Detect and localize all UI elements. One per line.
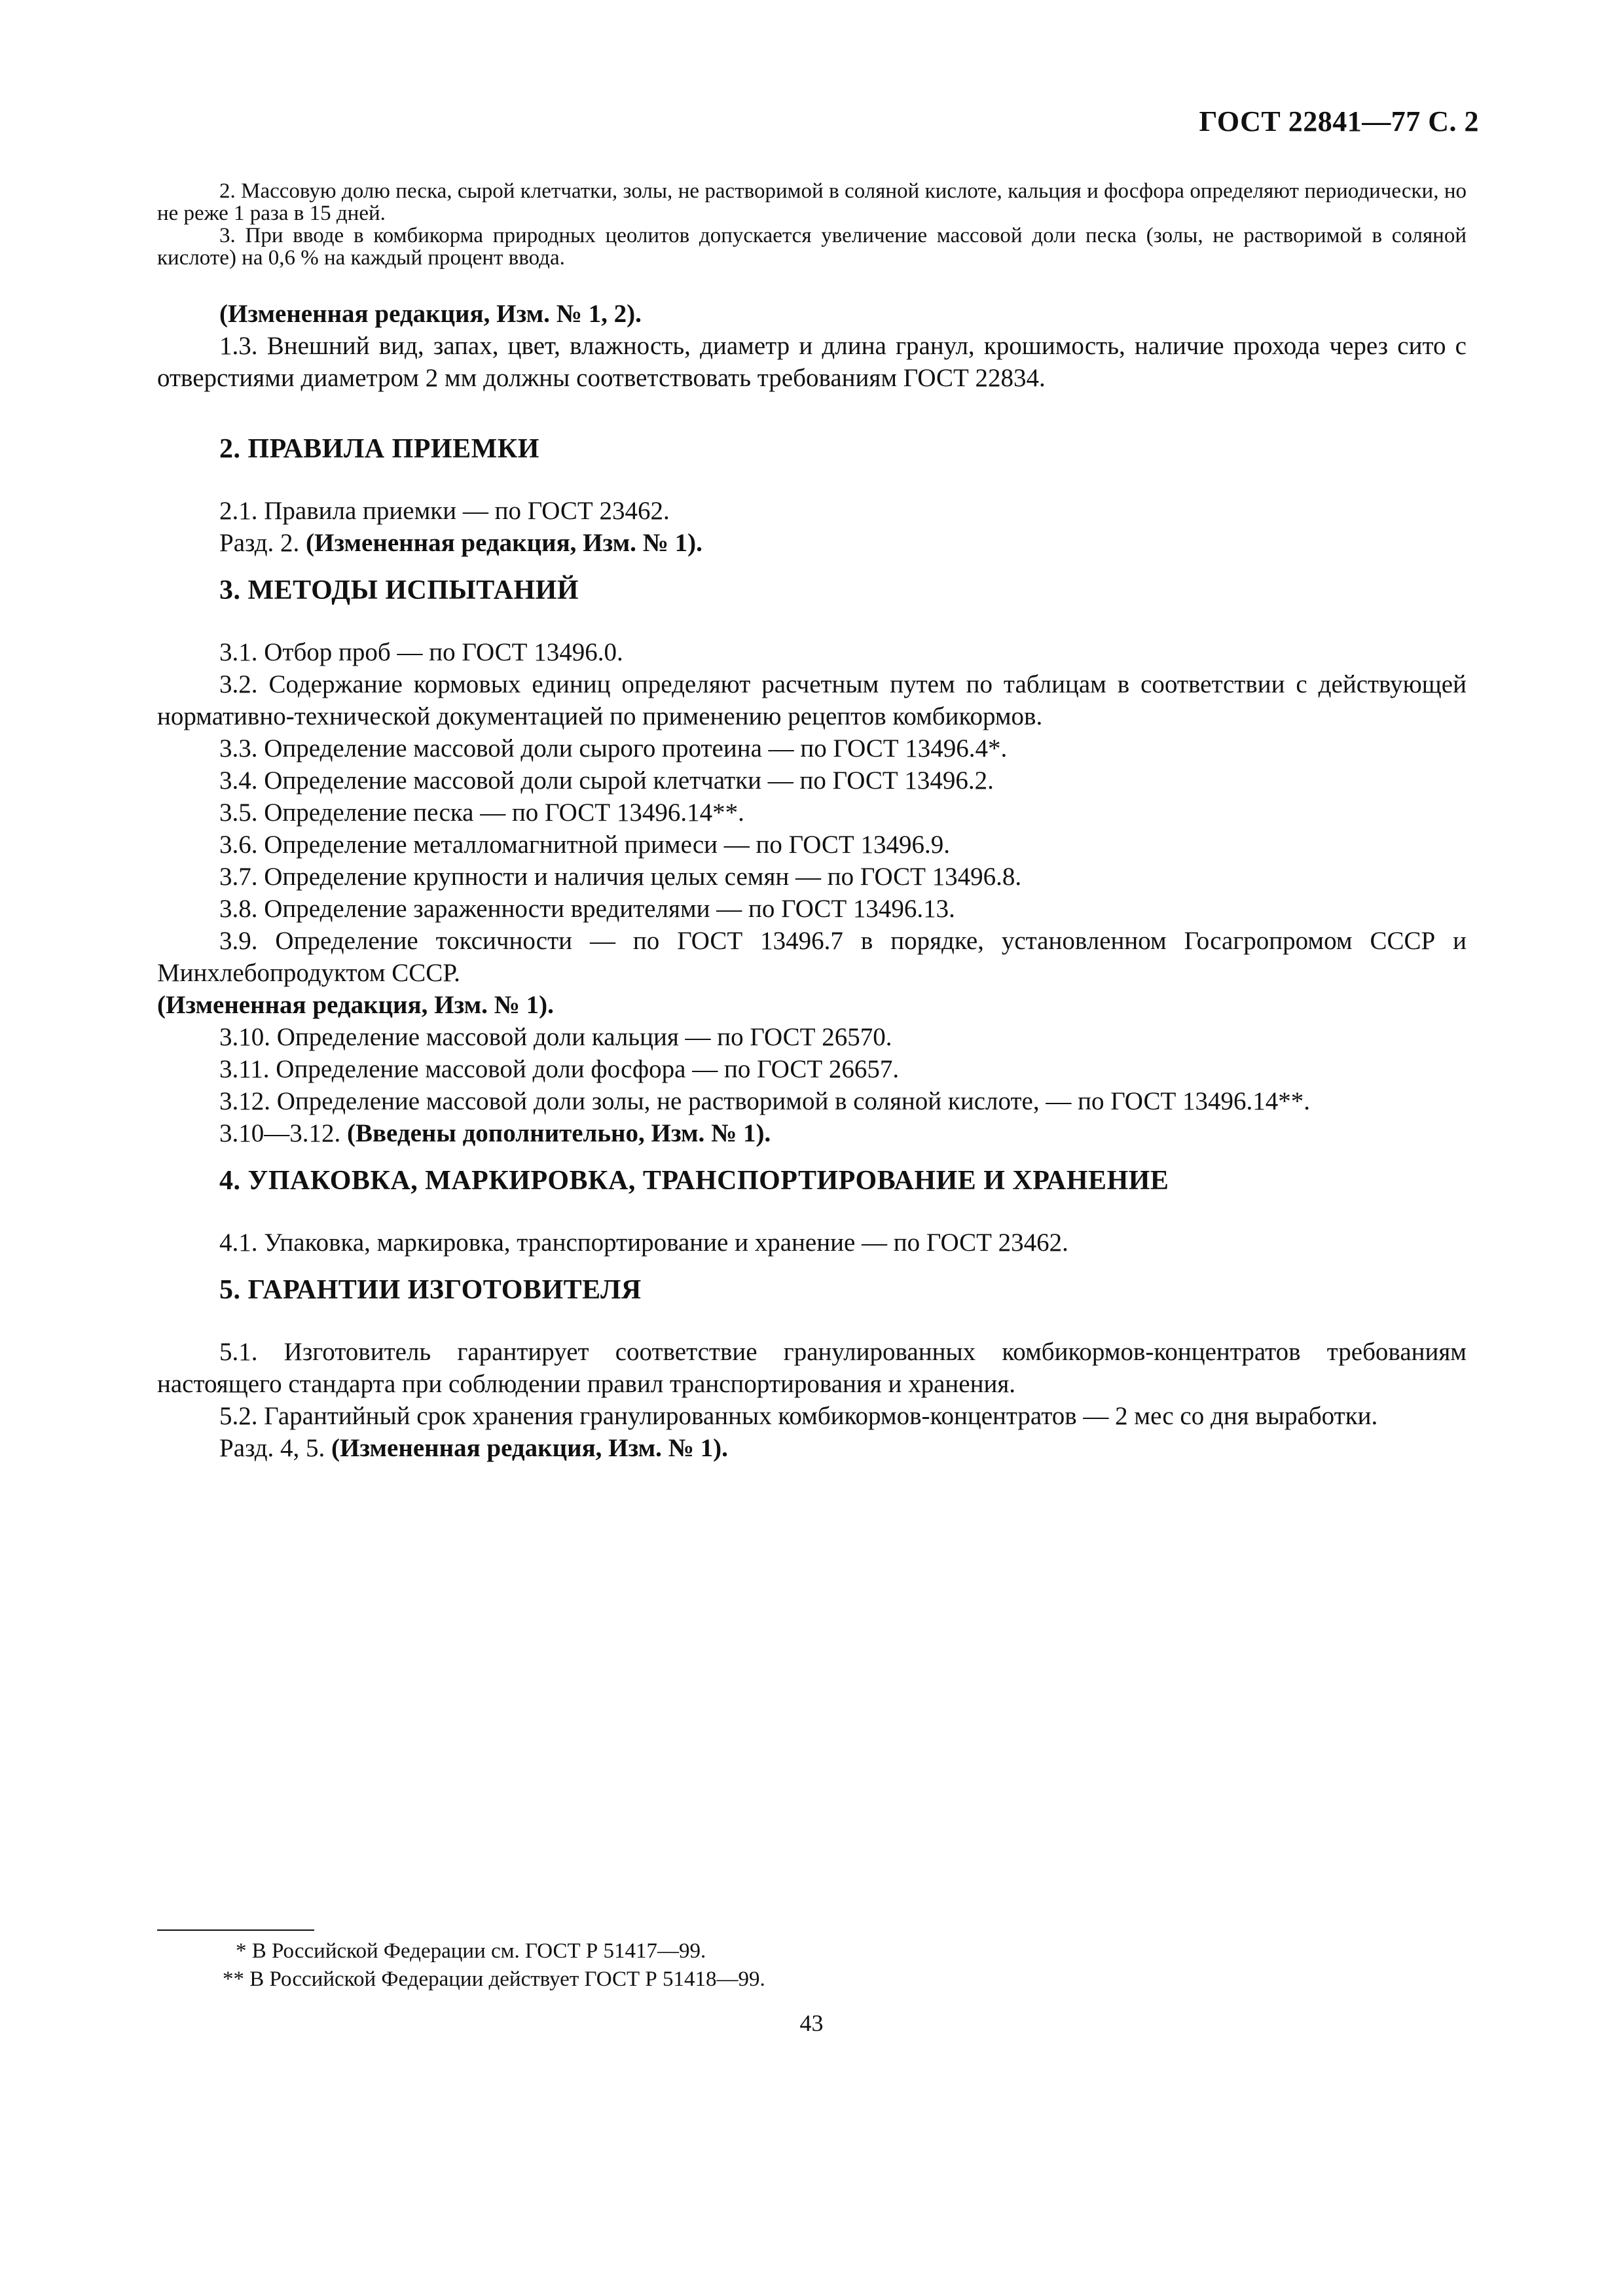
section-3-amendment: (Измененная редакция, Изм. № 1).: [157, 991, 554, 1019]
paragraph-2-1: 2.1. Правила приемки — по ГОСТ 23462.: [219, 497, 670, 525]
paragraph-3-1: 3.1. Отбор проб — по ГОСТ 13496.0.: [219, 638, 623, 666]
page-header: ГОСТ 22841—77 С. 2: [1199, 105, 1479, 137]
introduced-prefix: 3.10—3.12.: [219, 1119, 341, 1147]
introduced-text: (Введены дополнительно, Изм. № 1).: [347, 1119, 771, 1147]
paragraph-5-2: 5.2. Гарантийный срок хранения гранулированных комбикормов-концентратов — 2 мес со дня выработки.: [219, 1402, 1378, 1430]
paragraph-3-12: 3.12. Определение массовой доли золы, не растворимой в соляной кислоте, — по ГОСТ 13496.14**.: [219, 1087, 1311, 1115]
amendment-prefix: Разд. 4, 5.: [219, 1434, 325, 1462]
paragraph-3-3: 3.3. Определение массовой доли сырого протеина — по ГОСТ 13496.4*.: [219, 734, 1008, 762]
section-2-amendment: [157, 527, 1467, 559]
section-4-title: 4. УПАКОВКА, МАРКИРОВКА, ТРАНСПОРТИРОВАНИЕ И ХРАНЕНИЕ: [219, 1166, 1169, 1196]
notes-block: [157, 180, 1467, 269]
note-2: 2. Массовую долю песка, сырой клетчатки, золы, не растворимой в соляной кислоте, кальция и фосфора определяют периодически, но не реже 1 раза в 15 дней.: [157, 179, 1467, 225]
page-number: 43: [799, 2010, 824, 2036]
amendment-text: (Измененная редакция, Изм. № 1).: [306, 529, 702, 557]
section-5-title: 5. ГАРАНТИИ ИЗГОТОВИТЕЛЯ: [219, 1275, 642, 1305]
amendment-text: (Измененная редакция, Изм. № 1).: [331, 1434, 728, 1462]
footnote-divider: [157, 1929, 314, 1931]
paragraph-3-5: 3.5. Определение песка — по ГОСТ 13496.14**.: [219, 798, 744, 827]
amendment-note: (Измененная редакция, Изм. № 1, 2).: [219, 300, 642, 328]
footnote-2: ** В Российской Федерации действует ГОСТ Р 51418—99.: [223, 1967, 765, 1991]
paragraph-5-1: 5.1. Изготовитель гарантирует соответствие гранулированных комбикормов-концентратов требованиям настоящего стандарта при соблюдении правил транспортирования и хранения.: [157, 1338, 1467, 1398]
footnotes: [157, 1937, 1205, 1994]
paragraph-3-4: 3.4. Определение массовой доли сырой клетчатки — по ГОСТ 13496.2.: [219, 766, 994, 795]
section-5-amendment: [157, 1432, 1467, 1464]
main-text: [157, 298, 1467, 1464]
footnote-1: * В Российской Федерации см. ГОСТ Р 51417—99.: [236, 1939, 706, 1963]
paragraph-3-7: 3.7. Определение крупности и наличия целых семян — по ГОСТ 13496.8.: [219, 863, 1022, 891]
paragraph-3-8: 3.8. Определение зараженности вредителями — по ГОСТ 13496.13.: [219, 895, 955, 923]
paragraph-1-3: 1.3. Внешний вид, запах, цвет, влажность, диаметр и длина гранул, крошимость, наличие прохода через сито с отверстиями диаметром 2 мм должны соответствовать требованиям ГОСТ 22834.: [157, 332, 1467, 392]
paragraph-3-9: 3.9. Определение токсичности — по ГОСТ 13496.7 в порядке, установленном Госагропромом СССР и Минхлебопродуктом СССР.: [157, 927, 1467, 987]
section-2-title: 2. ПРАВИЛА ПРИЕМКИ: [219, 434, 539, 464]
note-3: 3. При вводе в комбикорма природных цеолитов допускается увеличение массовой доли песка (золы, не растворимой в соляной кислоте) на 0,6 % на каждый процент ввода.: [157, 224, 1467, 270]
section-3-title: 3. МЕТОДЫ ИСПЫТАНИЙ: [219, 575, 579, 605]
paragraph-3-10: 3.10. Определение массовой доли кальция — по ГОСТ 26570.: [219, 1023, 892, 1051]
paragraph-3-2: 3.2. Содержание кормовых единиц определяют расчетным путем по таблицам в соответствии с действующей нормативно-технической документацией по применению рецептов комбикормов.: [157, 670, 1467, 730]
paragraph-3-6: 3.6. Определение металломагнитной примеси — по ГОСТ 13496.9.: [219, 831, 950, 859]
paragraph-4-1: 4.1. Упаковка, маркировка, транспортирование и хранение — по ГОСТ 23462.: [219, 1229, 1068, 1257]
section-3-introduced: [157, 1117, 1467, 1149]
amendment-prefix: Разд. 2.: [219, 529, 300, 557]
paragraph-3-11: 3.11. Определение массовой доли фосфора — по ГОСТ 26657.: [219, 1055, 900, 1083]
